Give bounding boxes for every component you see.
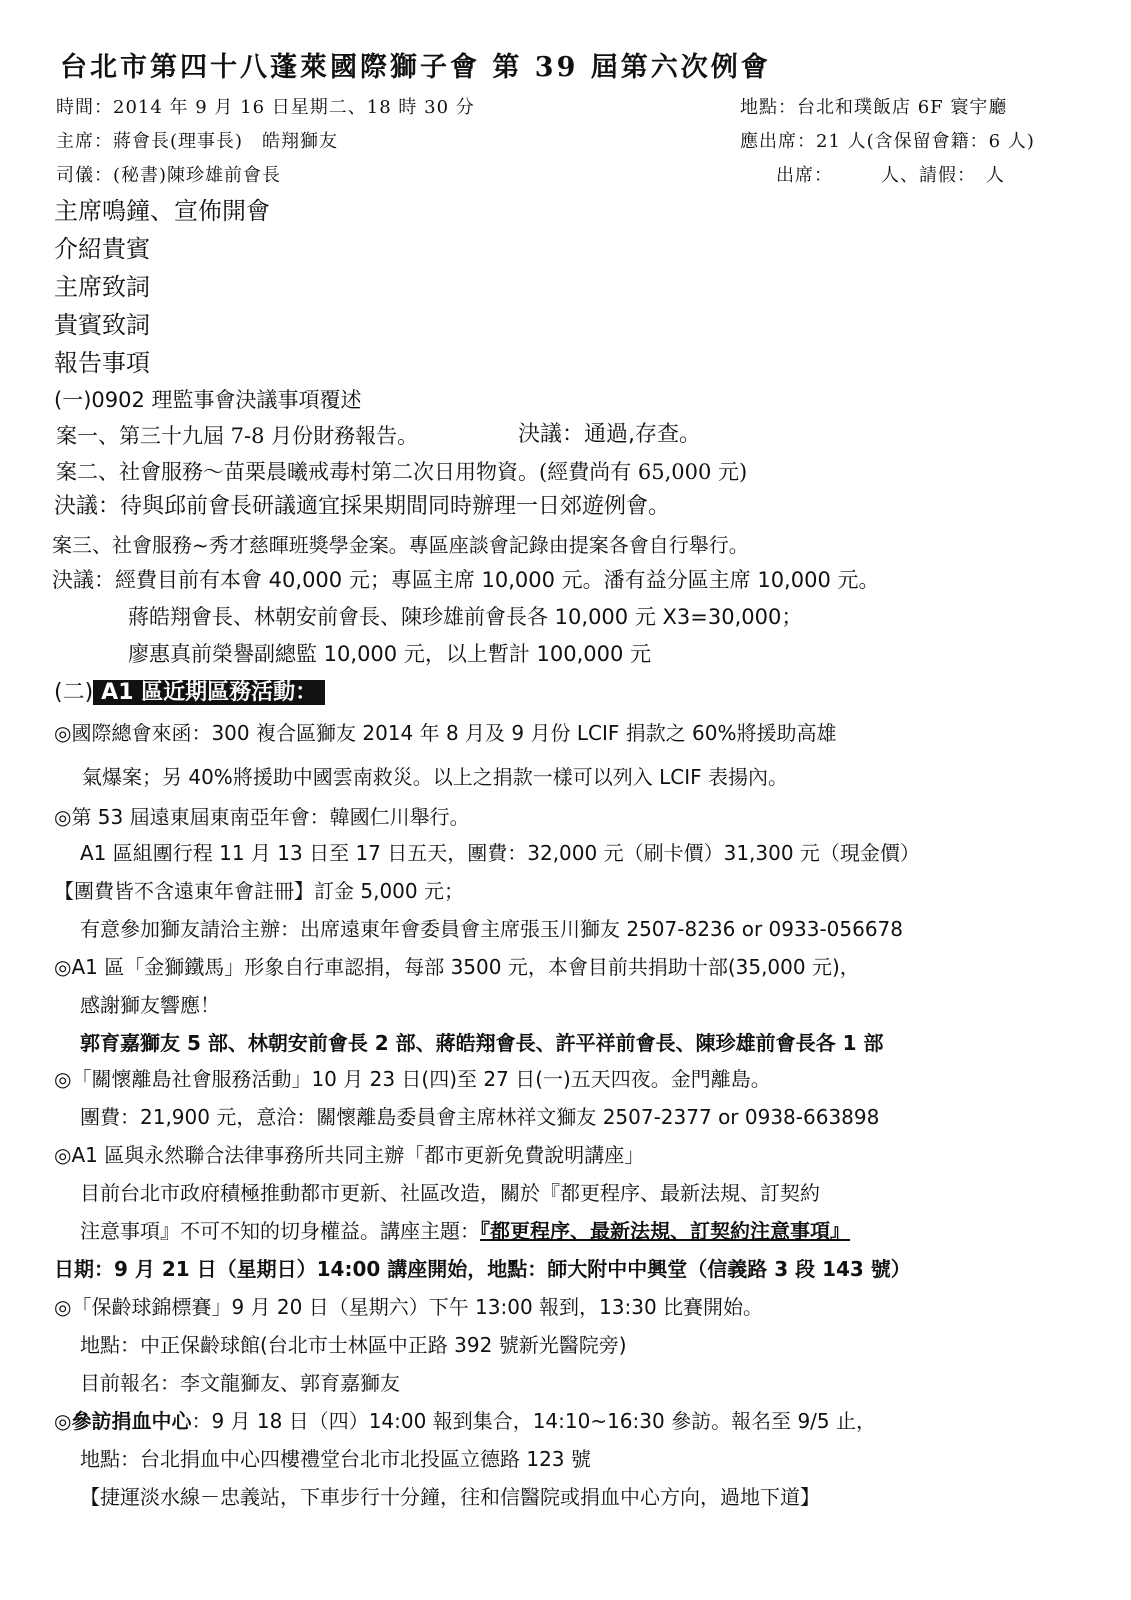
activity-line: 有意參加獅友請洽主辦：出席遠東年會委員會主席張玉川獅友 2507-8236 or 0933-056678 [80, 917, 904, 941]
activity-line [54, 1410, 876, 1433]
section2-prefix: (二) [54, 680, 94, 705]
agenda-item: 主席致詞 [54, 273, 150, 301]
section2-heading-row [54, 680, 325, 705]
activity-line [80, 1220, 850, 1243]
activity-line: ◎A1 區「金獅鐵馬」形象自行車認捐，每部 3500 元，本會目前共捐助十部(35,000 元)， [54, 955, 860, 979]
agenda-item: 報告事項 [54, 349, 150, 377]
blood-center-visit-title: 參訪捐血中心 [71, 1409, 192, 1433]
case2-resolution: 決議：待與邱前會長研議適宜採果期間同時辦理一日郊遊例會。 [54, 494, 671, 519]
activity-line: 氣爆案；另 40%將援助中國雲南救災。以上之捐款一樣可以列入 LCIF 表揚內。 [82, 765, 789, 789]
activity-line-text: 注意事項』不可不知的切身權益。講座主題： [80, 1219, 480, 1243]
meeting-chair: 主席：蔣會長(理事長) 皓翔獅友 [56, 131, 339, 152]
agenda-item: 貴賓致詞 [54, 311, 150, 339]
expected-attendance: 應出席：21 人(含保留會籍：6 人) [740, 131, 1035, 152]
agenda-item: 主席鳴鐘、宣佈開會 [54, 197, 270, 225]
activity-line: 團費：21,900 元，意洽：關懷離島委員會主席林祥文獅友 2507-2377 or 0938-663898 [80, 1105, 880, 1129]
activity-line-marker: ◎ [54, 1409, 72, 1433]
case1-text: 案一、第三十九屆 7-8 月份財務報告。 [56, 424, 419, 448]
activity-line: 地點：台北捐血中心四樓禮堂台北市北投區立德路 123 號 [80, 1447, 591, 1471]
activity-line: 郭育嘉獅友 5 部、林朝安前會長 2 部、蔣皓翔會長、許平祥前會長、陳珍雄前會長各 1 部 [80, 1031, 884, 1055]
meeting-time: 時間：2014 年 9 月 16 日星期二、18 時 30 分 [56, 97, 475, 118]
activity-line: 目前報名：李文龍獅友、郭育嘉獅友 [80, 1371, 400, 1395]
activity-line: A1 區組團行程 11 月 13 日至 17 日五天，團費：32,000 元（刷卡價）31,300 元（現金價） [80, 841, 920, 865]
activity-line: 地點：中正保齡球館(台北市士林區中正路 392 號新光醫院旁) [80, 1333, 627, 1357]
activity-line-text: ：9 月 18 日（四）14:00 報到集合，14:10~16:30 參訪。報名至 9/5 止， [191, 1409, 876, 1433]
case3-resolution-line: 廖惠真前榮譽副總監 10,000 元，以上暫計 100,000 元 [128, 642, 652, 666]
activity-line: 【捷運淡水線－忠義站，下車步行十分鐘，往和信醫院或捐血中心方向，過地下道】 [80, 1485, 820, 1509]
seminar-topic: 『都更程序、最新法規、訂契約注意事項』 [480, 1219, 850, 1243]
case2-text: 案二、社會服務～苗栗晨曦戒毒村第二次日用物資。(經費尚有 65,000 元) [56, 460, 748, 484]
meeting-place: 地點：台北和璞飯店 6F 寰宇廳 [740, 97, 1008, 118]
case1-resolution: 決議：通過,存查。 [518, 422, 701, 447]
activity-line: 日期：9 月 21 日（星期日）14:00 講座開始，地點：師大附中中興堂（信義路 3 段 143 號） [54, 1257, 911, 1281]
activity-line: 目前台北市政府積極推動都市更新、社區改造，關於『都更程序、最新法規、訂契約 [80, 1181, 820, 1205]
activity-line: ◎A1 區與永然聯合法律事務所共同主辦「都市更新免費說明講座」 [54, 1143, 645, 1167]
activity-line: ◎「關懷離島社會服務活動」10 月 23 日(四)至 27 日(一)五天四夜。金門離島。 [54, 1067, 771, 1091]
section2-heading: A1 區近期區務活動： [93, 680, 325, 705]
attendance-count: 出席： 人、請假： 人 [776, 165, 1005, 186]
activity-line: 感謝獅友響應！ [80, 993, 220, 1017]
activity-line: 【團費皆不含遠東年會註冊】訂金 5,000 元； [54, 879, 464, 903]
case3-resolution-line: 蔣皓翔會長、林朝安前會長、陳珍雄前會長各 10,000 元 X3=30,000； [128, 605, 803, 629]
activity-line: ◎「保齡球錦標賽」9 月 20 日（星期六）下午 13:00 報到，13:30 比賽開始。 [54, 1295, 764, 1319]
agenda-item: 介紹貴賓 [54, 235, 150, 263]
case3-resolution: 決議：經費目前有本會 40,000 元；專區主席 10,000 元。潘有益分區主席 10,000 元。 [52, 568, 880, 592]
meeting-mc: 司儀：(秘書)陳珍雄前會長 [56, 165, 282, 186]
case3-text: 案三、社會服務~秀才慈暉班獎學金案。專區座談會記錄由提案各會自行舉行。 [52, 533, 749, 557]
section1-heading: (一)0902 理監事會決議事項覆述 [54, 388, 362, 412]
activity-line: ◎國際總會來函：300 複合區獅友 2014 年 8 月及 9 月份 LCIF 捐款之 60%將援助高雄 [54, 721, 837, 745]
document-title: 台北市第四十八蓬萊國際獅子會 第 39 屆第六次例會 [60, 52, 771, 83]
activity-line: ◎第 53 屆遠東屆東南亞年會：韓國仁川舉行。 [54, 805, 470, 829]
